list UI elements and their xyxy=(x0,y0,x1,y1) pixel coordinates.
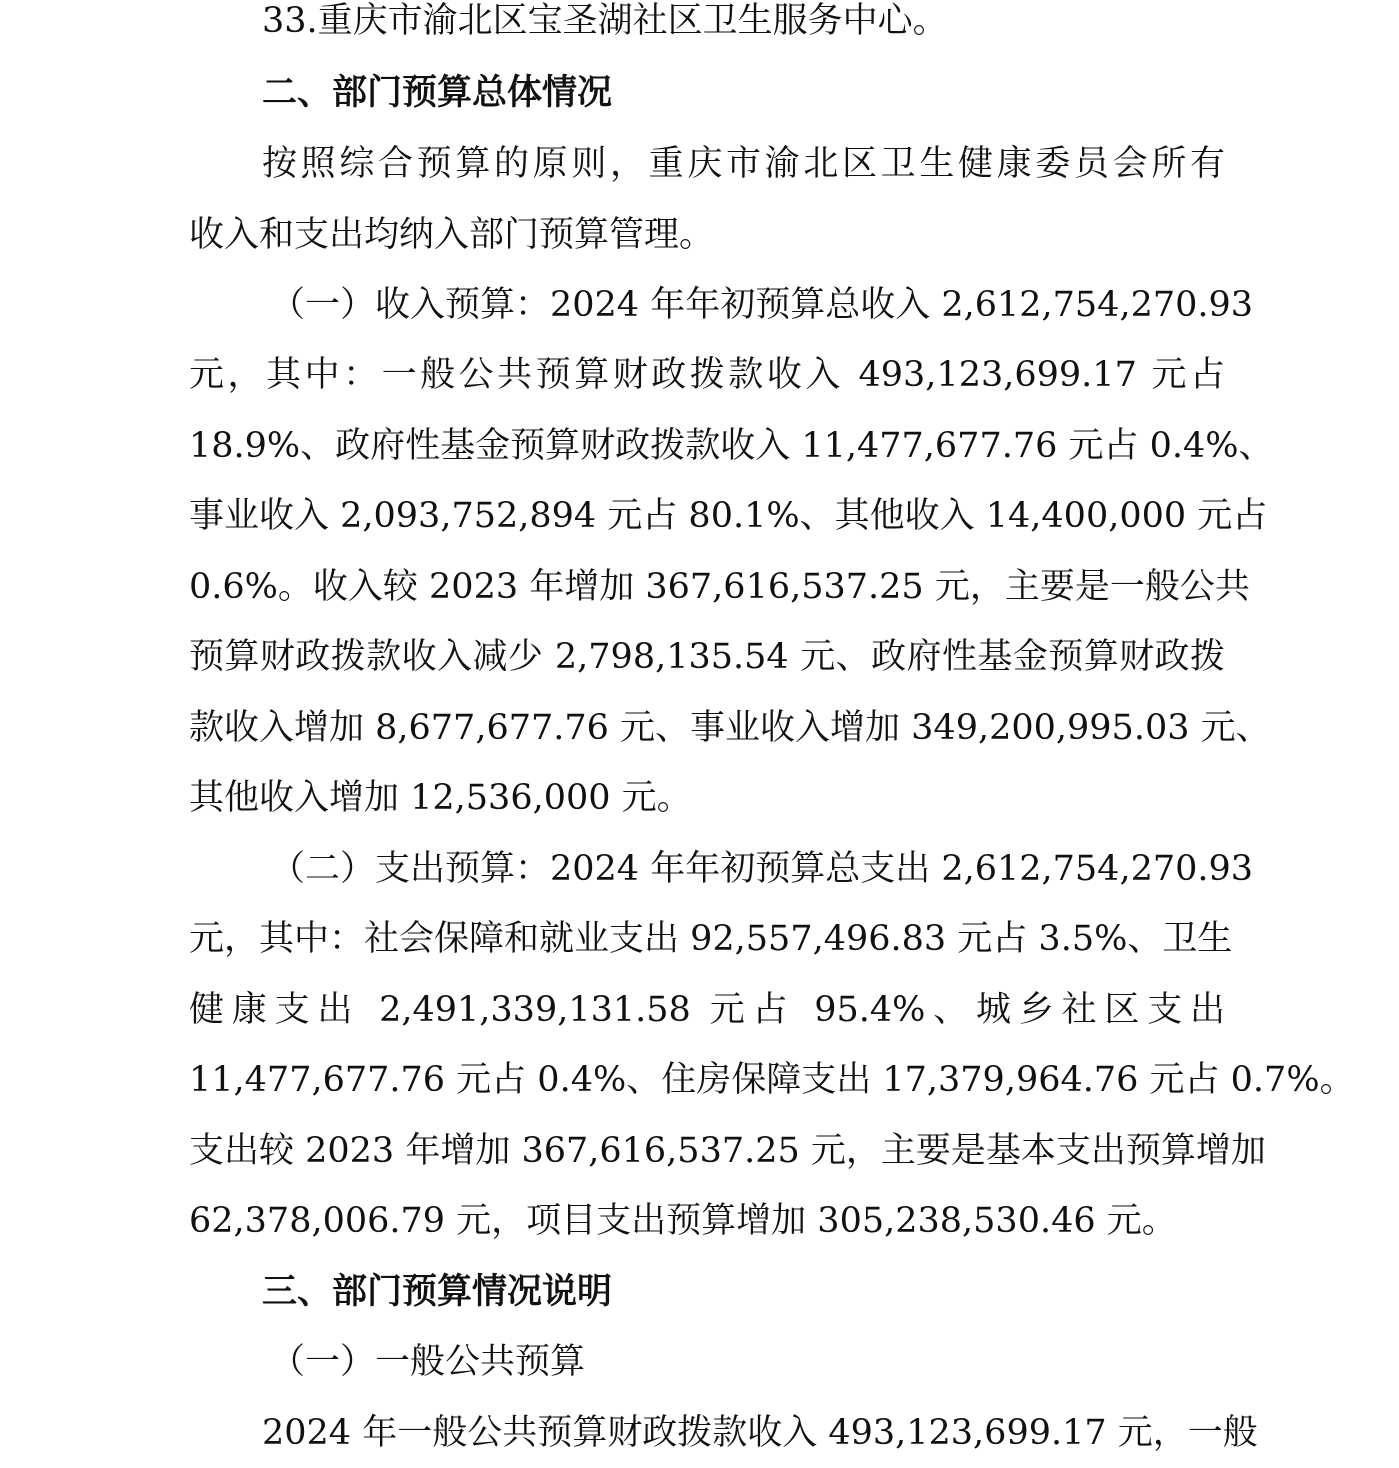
paragraph-line: 元，其中：一般公共预算财政拨款收入 493,123,699.17 元占 xyxy=(189,355,1225,395)
expenditure-budget-line: （二）支出预算：2024 年年初预算总支出 2,612,754,270.93 xyxy=(270,849,1254,889)
income-budget-line: （一）收入预算：2024 年年初预算总收入 2,612,754,270.93 xyxy=(270,285,1254,325)
paragraph-line: 11,477,677.76 元占 0.4%、住房保障支出 17,379,964.76 元占 0.7%。 xyxy=(189,1060,1355,1100)
paragraph-line: 健康支出 2,491,339,131.58 元占 95.4%、城乡社区支出 xyxy=(189,990,1225,1030)
paragraph-line: 元，其中：社会保障和就业支出 92,557,496.83 元占 3.5%、卫生 xyxy=(189,919,1233,959)
section-heading-3: 三、部门预算情况说明 xyxy=(262,1272,613,1312)
paragraph-line: 0.6%。收入较 2023 年增加 367,616,537.25 元，主要是一般公共 xyxy=(189,567,1250,607)
list-item-33: 33.重庆市渝北区宝圣湖社区卫生服务中心。 xyxy=(262,1,948,41)
paragraph-line: 2024 年一般公共预算财政拨款收入 493,123,699.17 元，一般 xyxy=(262,1413,1258,1453)
paragraph-line: 其他收入增加 12,536,000 元。 xyxy=(189,778,692,818)
section-heading-2: 二、部门预算总体情况 xyxy=(262,73,613,113)
paragraph-line: 事业收入 2,093,752,894 元占 80.1%、其他收入 14,400,000 元占 xyxy=(189,496,1268,536)
paragraph-line: 预算财政拨款收入减少 2,798,135.54 元、政府性基金预算财政拨 xyxy=(189,637,1225,677)
paragraph-line: 收入和支出均纳入部门预算管理。 xyxy=(189,215,715,255)
paragraph-line: 62,378,006.79 元，项目支出预算增加 305,238,530.46 元。 xyxy=(189,1201,1177,1241)
paragraph-line: 18.9%、政府性基金预算财政拨款收入 11,477,677.76 元占 0.4%、 xyxy=(189,426,1274,466)
subsection-heading: （一）一般公共预算 xyxy=(270,1342,586,1382)
paragraph-line: 按照综合预算的原则，重庆市渝北区卫生健康委员会所有 xyxy=(262,144,1225,184)
paragraph-line: 支出较 2023 年增加 367,616,537.25 元，主要是基本支出预算增加 xyxy=(189,1131,1266,1171)
paragraph-line: 款收入增加 8,677,677.76 元、事业收入增加 349,200,995.03 元、 xyxy=(189,708,1271,748)
